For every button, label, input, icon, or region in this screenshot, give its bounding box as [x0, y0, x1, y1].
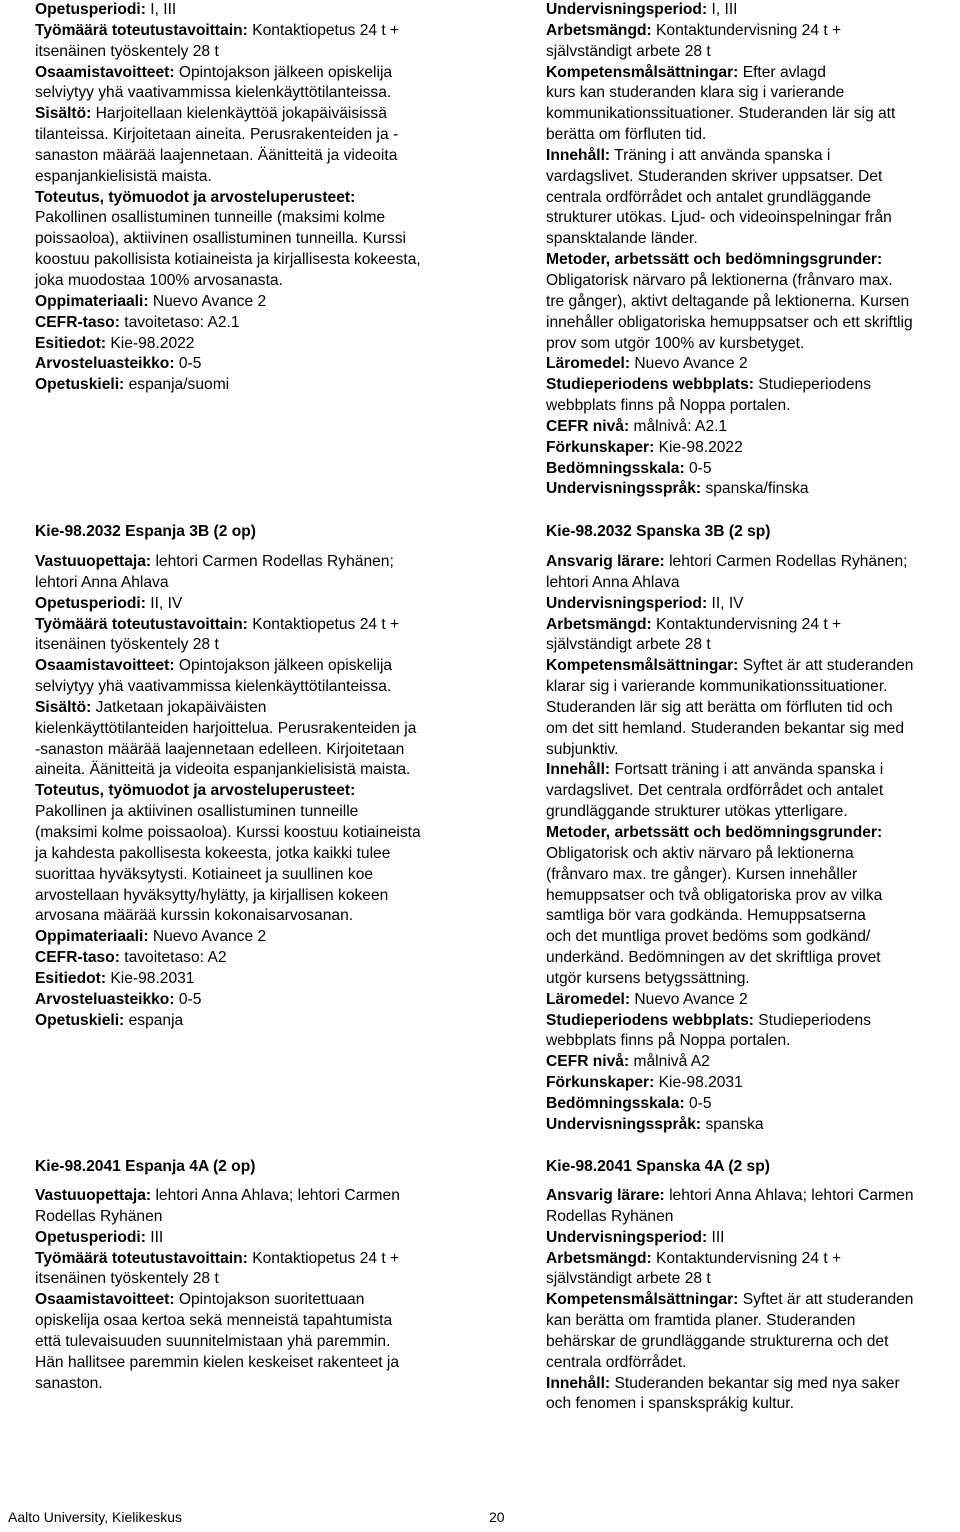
field-value: och det muntliga provet bedöms som godkänd/	[546, 928, 871, 946]
field-line	[546, 886, 960, 907]
field-line	[546, 1269, 960, 1290]
field-line	[546, 313, 960, 334]
field-value: Syftet är att studeranden	[738, 1291, 914, 1309]
field-value: behärskar de grundläggande strukturerna och det	[546, 1332, 889, 1350]
field-line	[546, 760, 960, 781]
field-value: självständigt arbete 28 t	[546, 636, 711, 654]
field-value: Opintojakson jälkeen opiskelija	[174, 63, 393, 81]
field-value: kurs kan studeranden klara sig i varierande	[546, 84, 845, 102]
field-value: Studieperiodens	[753, 1011, 871, 1029]
field-line	[35, 1290, 475, 1311]
field-line	[546, 1228, 960, 1249]
field-line	[546, 250, 960, 271]
field-line	[546, 63, 960, 84]
field-label: Toteutus, työmuodot ja arvosteluperusteet:	[35, 782, 356, 800]
field-label: Arvosteluasteikko:	[35, 990, 175, 1008]
field-line	[546, 1353, 960, 1374]
field-label: Läromedel:	[546, 355, 631, 373]
field-value: II, IV	[145, 594, 183, 612]
footer-publisher: Aalto University, Kielikeskus	[8, 1509, 183, 1525]
field-line	[35, 886, 475, 907]
field-line	[546, 334, 960, 355]
field-line	[35, 42, 475, 63]
field-value: I, III	[145, 1, 177, 18]
field-line	[35, 271, 475, 292]
field-line	[35, 573, 475, 594]
field-line	[35, 990, 475, 1011]
field-value: Kie-98.2031	[106, 969, 195, 987]
field-label: Innehåll:	[546, 146, 611, 164]
field-label: Työmäärä toteutustavoittain:	[35, 615, 248, 633]
field-value: Opintojakson jälkeen opiskelija	[174, 657, 393, 675]
field-line	[35, 865, 475, 886]
field-line	[35, 552, 475, 573]
sv-course2-details	[546, 552, 960, 1136]
field-line	[35, 354, 475, 375]
field-line	[546, 1031, 960, 1052]
field-line	[546, 208, 960, 229]
field-line	[35, 167, 475, 188]
field-line	[546, 844, 960, 865]
field-value: Rodellas Ryhänen	[546, 1207, 674, 1225]
field-line	[546, 802, 960, 823]
field-value: -sanaston määrää laajennetaan edelleen. Kirjoitetaan	[35, 740, 405, 758]
field-line	[546, 104, 960, 125]
field-line	[546, 83, 960, 104]
field-label: Työmäärä toteutustavoittain:	[35, 21, 248, 39]
field-value: subjunktiv.	[546, 740, 619, 758]
field-label: Sisältö:	[35, 698, 92, 716]
field-line	[546, 823, 960, 844]
field-line	[546, 1290, 960, 1311]
field-line	[35, 927, 475, 948]
field-line	[546, 292, 960, 313]
field-line	[546, 740, 960, 761]
field-label: Studieperiodens webbplats:	[546, 376, 754, 394]
field-line	[546, 656, 960, 677]
field-value: Jatketaan jokapäiväisten	[91, 698, 267, 716]
field-value: Träning i att använda spanska i	[610, 146, 831, 164]
field-label: Undervisningsperiod:	[546, 1228, 708, 1246]
field-line	[35, 760, 475, 781]
field-line	[546, 1394, 960, 1415]
field-line	[35, 740, 475, 761]
field-label: Opetusperiodi:	[35, 1228, 146, 1246]
field-label: CEFR-taso:	[35, 313, 120, 331]
field-label: Ansvarig lärare:	[546, 1187, 665, 1204]
field-label: Förkunskaper:	[546, 1074, 655, 1092]
field-line	[35, 125, 475, 146]
field-value: innehåller obligatoriska hemuppsatser och ett skriftlig	[546, 313, 913, 331]
field-label: Kompetensmålsättningar:	[546, 1291, 739, 1309]
field-label: Undervisningsperiod:	[546, 594, 708, 612]
field-line	[546, 1311, 960, 1332]
field-line	[546, 1115, 960, 1136]
field-value: Studieperiodens	[753, 376, 871, 394]
field-label: Arbetsmängd:	[546, 615, 652, 633]
field-value: Kontaktundervisning 24 t +	[651, 21, 842, 39]
field-value: opiskelija osaa kertoa sekä menneistä tapahtumista	[35, 1312, 393, 1330]
sv-course1-details	[546, 0, 960, 500]
field-value: klarar sig i varierande kommunikationssituationer.	[546, 678, 888, 696]
field-value: arvostellaan hyväksytty/hylätty, ja kirjallisen kokeen	[35, 886, 389, 904]
field-line	[35, 83, 475, 104]
field-value: Harjoitellaan kielenkäyttöä jokapäiväisissä	[91, 105, 387, 123]
field-value: III	[145, 1228, 164, 1246]
field-line	[546, 42, 960, 63]
field-line	[546, 552, 960, 573]
field-line	[546, 1207, 960, 1228]
field-value: kommunikationssituationer. Studeranden lär sig att	[546, 105, 896, 123]
field-line	[546, 1374, 960, 1395]
field-value: itsenäinen työskentely 28 t	[35, 42, 219, 60]
field-value: centrala ordförrådet och antalet grundläggande	[546, 188, 872, 206]
field-value: 0-5	[174, 355, 202, 373]
field-value: prov som utgör 100% av kursbetyget.	[546, 334, 805, 352]
field-value: om det sitt hemland. Studeranden bekantar sig med	[546, 719, 905, 737]
field-label: Studieperiodens webbplats:	[546, 1011, 754, 1029]
field-value: sanaston määrää laajennetaan. Äänitteitä ja videoita	[35, 146, 398, 164]
field-value: Efter avlagd	[738, 63, 826, 81]
field-line	[546, 906, 960, 927]
page-number: 20	[489, 1509, 505, 1525]
field-label: Undervisningsspråk:	[546, 480, 702, 498]
field-value: Rodellas Ryhänen	[35, 1207, 163, 1225]
field-value: Kontaktiopetus 24 t +	[247, 1249, 400, 1267]
field-line	[546, 354, 960, 375]
field-line	[35, 1011, 475, 1032]
field-line	[35, 1186, 475, 1207]
field-value: I, III	[707, 1, 738, 18]
field-line	[546, 927, 960, 948]
field-line	[546, 1011, 960, 1032]
field-value: vardagslivet. Studeranden skriver uppsatser. Det	[546, 167, 883, 185]
field-label: Arvosteluasteikko:	[35, 355, 175, 373]
field-line	[546, 21, 960, 42]
field-line	[546, 573, 960, 594]
field-value: centrala ordförrådet.	[546, 1353, 687, 1371]
field-line	[546, 0, 960, 21]
field-value: 0-5	[174, 990, 202, 1008]
field-line	[546, 1186, 960, 1207]
field-value: samtliga bör vara godkända. Hemuppsatserna	[546, 907, 866, 925]
field-line	[35, 594, 475, 615]
field-value: och fenomen i spansksprákig kultur.	[546, 1395, 794, 1413]
fi-course1-details	[35, 0, 475, 396]
field-value: 0-5	[684, 459, 712, 477]
field-value: 0-5	[684, 1094, 712, 1112]
field-value: kan berätta om framtida planer. Studeranden	[546, 1312, 856, 1330]
field-value: tilanteissa. Kirjoitetaan aineita. Perusrakenteiden ja -	[35, 126, 399, 144]
field-line	[35, 781, 475, 802]
field-value: Opintojakson suoritettuaan	[174, 1291, 365, 1309]
field-value: tavoitetaso: A2	[119, 949, 227, 967]
field-value: III	[707, 1228, 725, 1246]
field-value: Nuevo Avance 2	[148, 928, 267, 946]
field-label: Bedömningsskala:	[546, 1094, 685, 1112]
field-line	[35, 1269, 475, 1290]
field-label: Undervisningsperiod:	[546, 1, 708, 18]
field-value: webbplats finns på Noppa portalen.	[546, 1032, 791, 1050]
field-line	[546, 438, 960, 459]
field-line	[546, 1249, 960, 1270]
field-value: tavoitetaso: A2.1	[119, 313, 240, 331]
field-value: Obligatorisk närvaro på lektionerna (frånvaro max.	[546, 271, 893, 289]
field-label: Toteutus, työmuodot ja arvosteluperusteet:	[35, 188, 356, 206]
field-value: lehtori Anna Ahlava; lehtori Carmen	[151, 1187, 400, 1204]
field-value: Obligatorisk och aktiv närvaro på lektionerna	[546, 844, 854, 862]
field-value: espanjankielisistä maista.	[35, 167, 212, 185]
field-line	[546, 1052, 960, 1073]
field-line	[546, 615, 960, 636]
field-label: Metoder, arbetssätt och bedömningsgrunder:	[546, 251, 883, 269]
field-value: spanska	[701, 1115, 764, 1133]
field-label: Oppimateriaali:	[35, 928, 149, 946]
field-value: Syftet är att studeranden	[738, 657, 914, 675]
field-line	[546, 167, 960, 188]
fi-course3-details	[35, 1186, 475, 1394]
field-line	[546, 677, 960, 698]
field-line	[546, 375, 960, 396]
field-value: Nuevo Avance 2	[630, 355, 748, 373]
field-line	[35, 208, 475, 229]
field-value: grundläggande strukturer utökas ytterligare.	[546, 803, 848, 821]
field-label: Innehåll:	[546, 1374, 611, 1392]
field-value: poissaoloa), aktiivinen osallistuminen tunneilla. Kurssi	[35, 230, 406, 248]
field-label: Esitiedot:	[35, 334, 107, 352]
field-label: Esitiedot:	[35, 969, 107, 987]
field-value: hemuppsatser och två obligatoriska prov av vilka	[546, 886, 883, 904]
field-line	[35, 719, 475, 740]
field-label: Työmäärä toteutustavoittain:	[35, 1249, 248, 1267]
field-value: itsenäinen työskentely 28 t	[35, 1270, 219, 1288]
field-line	[35, 63, 475, 84]
field-value: spansktalande länder.	[546, 230, 698, 248]
field-value: koostuu pakollisista kotiaineista ja kirjallisesta kokeesta,	[35, 251, 421, 269]
field-label: CEFR-taso:	[35, 949, 120, 967]
field-label: Innehåll:	[546, 761, 611, 779]
field-value: Fortsatt träning i att använda spanska i	[610, 761, 884, 779]
field-line	[546, 188, 960, 209]
field-line	[35, 0, 475, 21]
field-value: Nuevo Avance 2	[148, 292, 267, 310]
field-value: vardagslivet. Det centrala ordförrådet och antalet	[546, 782, 884, 800]
field-line	[546, 479, 960, 500]
field-label: Opetusperiodi:	[35, 1, 146, 18]
field-value: espanja	[124, 1011, 184, 1029]
sv-course3-details	[546, 1186, 960, 1415]
field-value: sanaston.	[35, 1374, 103, 1392]
field-line	[546, 1073, 960, 1094]
field-value: ja kahdesta pakollisesta kokeesta, jotka kaikki tulee	[35, 844, 391, 862]
field-value: aineita. Äänitteitä ja videoita espanjankielisistä maista.	[35, 761, 411, 779]
field-line	[35, 615, 475, 636]
field-label: Vastuuopettaja:	[35, 553, 152, 570]
field-value: lehtori Carmen Rodellas Ryhänen;	[151, 553, 394, 570]
field-label: Osaamistavoitteet:	[35, 657, 175, 675]
fi-course3-title: Kie-98.2041 Espanja 4A (2 op)	[35, 1158, 256, 1175]
field-value: självständigt arbete 28 t	[546, 42, 711, 60]
field-label: Vastuuopettaja:	[35, 1187, 152, 1204]
field-line	[35, 1228, 475, 1249]
field-value: Kontaktiopetus 24 t +	[247, 615, 400, 633]
field-line	[35, 1207, 475, 1228]
field-value: II, IV	[707, 594, 744, 612]
field-line	[35, 1374, 475, 1395]
field-line	[35, 146, 475, 167]
field-value: tre gånger), aktivt deltagande på lektionerna. Kursen	[546, 292, 910, 310]
sv-course2-title: Kie-98.2032 Spanska 3B (2 sp)	[546, 523, 771, 540]
field-line	[546, 948, 960, 969]
field-line	[35, 334, 475, 355]
field-value: spanska/finska	[701, 480, 809, 498]
field-line	[546, 698, 960, 719]
field-label: Sisältö:	[35, 105, 92, 123]
field-value: Kontaktiopetus 24 t +	[247, 21, 400, 39]
field-line	[546, 1332, 960, 1353]
field-line	[35, 823, 475, 844]
field-label: Metoder, arbetssätt och bedömningsgrunder:	[546, 823, 883, 841]
field-line	[35, 948, 475, 969]
field-value: underkänd. Bedömningen av det skriftliga provet	[546, 949, 881, 967]
field-value: Kie-98.2031	[654, 1074, 743, 1092]
field-value: målnivå: A2.1	[629, 417, 728, 435]
field-label: Osaamistavoitteet:	[35, 63, 175, 81]
field-line	[35, 677, 475, 698]
field-label: Undervisningsspråk:	[546, 1115, 702, 1133]
sv-course3-title: Kie-98.2041 Spanska 4A (2 sp)	[546, 1158, 770, 1175]
field-value: espanja/suomi	[124, 376, 230, 394]
field-value: Kontaktundervisning 24 t +	[651, 1249, 842, 1267]
field-line	[35, 313, 475, 334]
field-value: lehtori Anna Ahlava; lehtori Carmen	[664, 1187, 914, 1204]
field-value: Kie-98.2022	[106, 334, 195, 352]
field-line	[35, 802, 475, 823]
field-line	[35, 969, 475, 990]
field-value: selviytyy yhä vaativammissa kielenkäyttötilanteissa.	[35, 84, 392, 102]
field-line	[35, 292, 475, 313]
field-value: (maksimi kolme poissaoloa). Kurssi koostuu kotiaineista	[35, 823, 421, 841]
field-value: joka muodostaa 100% arvosanasta.	[35, 271, 283, 289]
field-value: utgör kursens betygssättning.	[546, 969, 750, 987]
field-value: webbplats finns på Noppa portalen.	[546, 397, 791, 415]
field-line	[35, 698, 475, 719]
field-value: että tulevaisuuden suunnitelmistaan yhä paremmin.	[35, 1332, 391, 1350]
field-line	[546, 594, 960, 615]
field-value: Pakollinen osallistuminen tunneille (maksimi kolme	[35, 209, 386, 227]
field-label: Ansvarig lärare:	[546, 553, 665, 570]
field-label: Läromedel:	[546, 990, 631, 1008]
field-value: Kontaktundervisning 24 t +	[651, 615, 842, 633]
field-label: Kompetensmålsättningar:	[546, 657, 739, 675]
field-value: itsenäinen työskentely 28 t	[35, 636, 219, 654]
field-line	[35, 656, 475, 677]
field-line	[35, 229, 475, 250]
field-line	[546, 146, 960, 167]
field-line	[35, 1311, 475, 1332]
field-line	[546, 459, 960, 480]
field-value: Studeranden bekantar sig med nya saker	[610, 1374, 900, 1392]
fi-course2-title: Kie-98.2032 Espanja 3B (2 op)	[35, 523, 257, 540]
field-line	[35, 906, 475, 927]
field-line	[546, 229, 960, 250]
field-line	[546, 781, 960, 802]
field-value: lehtori Anna Ahlava	[546, 573, 680, 591]
field-value: målnivå A2	[629, 1053, 710, 1071]
field-value: självständigt arbete 28 t	[546, 1270, 711, 1288]
field-value: strukturer utökas. Ljud- och videoinspelningar från	[546, 209, 892, 227]
field-line	[546, 969, 960, 990]
field-value: (frånvaro max. tre gånger). Kursen innehåller	[546, 865, 858, 883]
field-line	[546, 635, 960, 656]
field-label: Oppimateriaali:	[35, 292, 149, 310]
field-value: kielenkäyttötilanteiden harjoittelua. Perusrakenteiden ja	[35, 719, 417, 737]
field-value: lehtori Anna Ahlava	[35, 573, 169, 591]
field-line	[546, 125, 960, 146]
field-label: Osaamistavoitteet:	[35, 1291, 175, 1309]
field-label: Opetuskieli:	[35, 1011, 125, 1029]
field-line	[35, 1332, 475, 1353]
field-line	[546, 865, 960, 886]
field-value: berätta om förfluten tid.	[546, 126, 707, 144]
field-label: Opetusperiodi:	[35, 594, 146, 612]
field-label: CEFR nivå:	[546, 417, 630, 435]
field-label: Opetuskieli:	[35, 376, 125, 394]
field-value: Studeranden lär sig att berätta om förfluten tid och	[546, 698, 893, 716]
field-value: arvosana määrää kurssin kokonaisarvosanan.	[35, 907, 354, 925]
field-label: Arbetsmängd:	[546, 21, 652, 39]
field-line	[35, 21, 475, 42]
field-line	[35, 104, 475, 125]
field-value: Hän hallitsee paremmin kielen keskeiset rakenteet ja	[35, 1353, 400, 1371]
field-line	[546, 417, 960, 438]
field-line	[35, 188, 475, 209]
field-label: Bedömningsskala:	[546, 459, 685, 477]
field-line	[35, 250, 475, 271]
field-value: Pakollinen ja aktiivinen osallistuminen tunneille	[35, 803, 359, 821]
field-line	[35, 1353, 475, 1374]
field-value: Nuevo Avance 2	[630, 990, 748, 1008]
field-label: Kompetensmålsättningar:	[546, 63, 739, 81]
field-value: suorittaa hyväksytysti. Kotiaineet ja suullinen koe	[35, 865, 374, 883]
fi-course2-details	[35, 552, 475, 1031]
field-line	[546, 990, 960, 1011]
field-line	[35, 375, 475, 396]
field-label: CEFR nivå:	[546, 1053, 630, 1071]
field-label: Arbetsmängd:	[546, 1249, 652, 1267]
field-line	[35, 844, 475, 865]
field-line	[546, 271, 960, 292]
field-line	[546, 719, 960, 740]
field-line	[546, 1094, 960, 1115]
field-value: lehtori Carmen Rodellas Ryhänen;	[664, 553, 908, 570]
field-line	[35, 1249, 475, 1270]
field-line	[546, 396, 960, 417]
field-value: selviytyy yhä vaativammissa kielenkäyttötilanteissa.	[35, 678, 392, 696]
field-label: Förkunskaper:	[546, 438, 655, 456]
field-line	[35, 635, 475, 656]
field-value: Kie-98.2022	[654, 438, 743, 456]
